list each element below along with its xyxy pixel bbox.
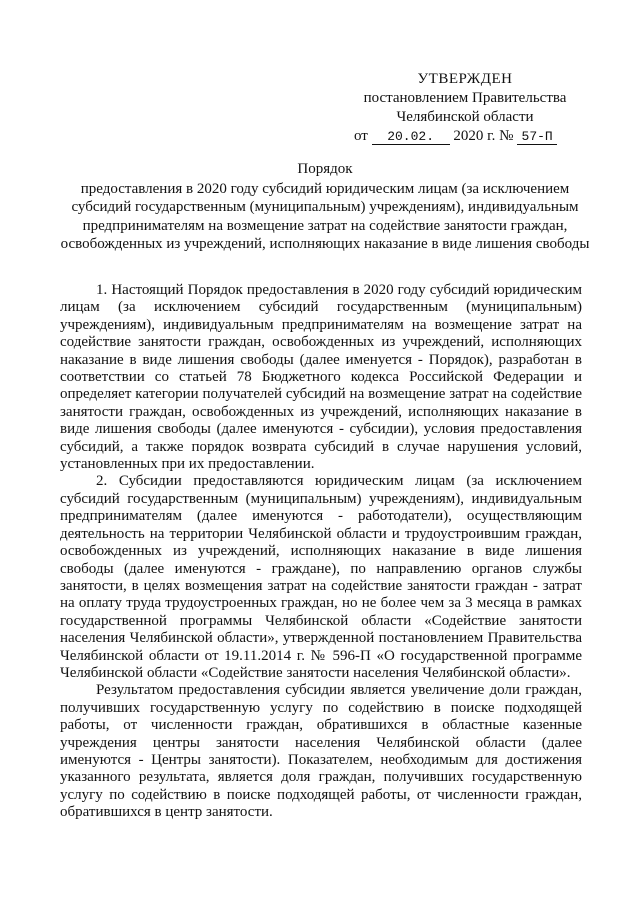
paragraph-3: Результатом предоставления субсидии является увеличение доли граждан, получивших государственную услугу по содействию в поиске подходящей работы, от численности граждан, обратившихся в областные казенные учреждения центры занятости населения Челябинской области (далее именуются - Центры занятости). Показателем, необходимым для достижения указанного результата, является доля граждан, получивших государственную услугу по содействию в поиске подходящей работы, от численности граждан, обратившихся в центр занятости. [60,682,582,821]
approval-stamp [350,70,580,146]
approval-heading: УТВЕРЖДЕН [417,71,513,87]
document-title [60,160,590,254]
date-suffix: 2020 г. № [453,128,514,144]
paragraph-1: 1. Настоящий Порядок предоставления в 2020 году субсидий юридическим лицам (за исключением субсидий государственным (муниципальным) учреждениям), индивидуальным предпринимателям на возмещение затрат на содействие занятости граждан, освобожденных из учреждений, исполняющих наказание в виде лишения свободы (далее именуется - Порядок), разработан в соответствии со статьей 78 Бюджетного кодекса Российской Федерации и определяет категории получателей субсидий на возмещение затрат на содействие занятости граждан, освобожденных из учреждений, исполняющих наказание в виде лишения свободы (далее именуются - субсидии), условия предоставления субсидий, а также порядок возврата субсидий в случае нарушения условий, установленных при их предоставлении. [60,282,582,473]
date-value: 20.02. [372,130,450,145]
number-value: 57-П [517,130,557,145]
title-name: Порядок [297,161,353,177]
date-prefix: от [354,128,368,144]
title-subtitle: предоставления в 2020 году субсидий юридическим лицам (за исключением субсидий государственным (муниципальным) учреждениям), индивидуальным предпринимателям на возмещение затрат на содействие занятости граждан, освобожденных из учреждений, исполняющих наказание в виде лишения свободы [60,180,590,252]
approval-line-1: постановлением Правительства [363,90,567,106]
approval-line-2: Челябинской области [396,109,534,125]
approval-dateline [350,127,580,146]
paragraph-2: 2. Субсидии предоставляются юридическим лицам (за исключением субсидий государственным (муниципальным) учреждениям), индивидуальным предпринимателям (далее именуются - работодатели), осуществляющим деятельность на территории Челябинской области и трудоустроившим граждан, освобожденных из учреждений, исполняющих наказание в виде лишения свободы (далее именуются - граждане), по направлению органов службы занятости, в целях возмещения затрат на содействие занятости граждан - затрат на оплату труда трудоустроенных граждан, но не более чем за 3 месяца в рамках государственной программы Челябинской области «Содействие занятости населения Челябинской области», утвержденной постановлением Правительства Челябинской области от 19.11.2014 г. № 596-П «О государственной программе Челябинской области «Содействие занятости населения Челябинской области». [60,473,582,681]
document-body [60,282,582,822]
